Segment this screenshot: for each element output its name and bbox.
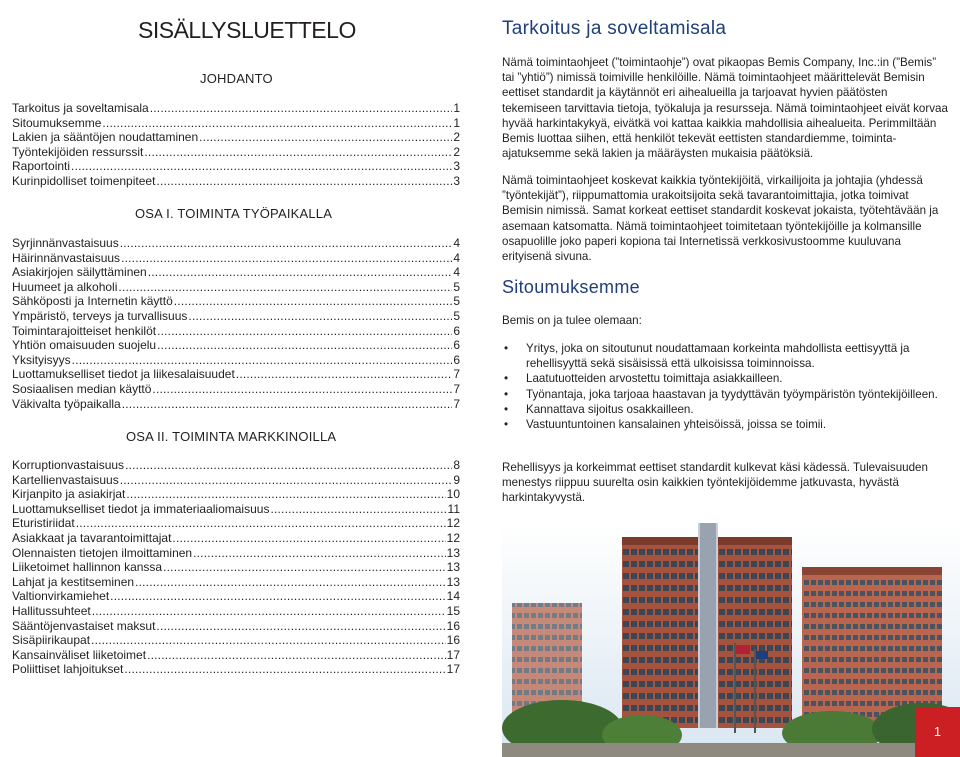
- toc-leader-dots: [92, 604, 446, 619]
- toc-entry-label: Raportointi: [12, 159, 71, 174]
- toc-entry[interactable]: [12, 174, 460, 189]
- toc-entry[interactable]: [12, 265, 460, 280]
- toc-entry[interactable]: [12, 546, 460, 561]
- toc-entry[interactable]: [12, 397, 460, 412]
- toc-entry-page: 9: [453, 472, 460, 487]
- toc-entry-page: 3: [453, 159, 460, 174]
- toc-entry[interactable]: [12, 338, 460, 353]
- toc-entry-page: 13: [446, 574, 460, 589]
- toc-entry-page: 5: [453, 279, 460, 294]
- toc-entry[interactable]: [12, 589, 460, 604]
- toc-entry-label: Yhtiön omaisuuden suojelu: [12, 338, 157, 353]
- toc-leader-dots: [102, 116, 452, 131]
- toc-leader-dots: [163, 560, 446, 575]
- toc-entry-page: 12: [446, 516, 460, 531]
- toc-entry-label: Työntekijöiden ressurssit: [12, 144, 144, 159]
- toc-entry[interactable]: [12, 159, 460, 174]
- toc-entry-label: Liiketoimet hallinnon kanssa: [12, 560, 163, 575]
- content-column: [502, 0, 960, 757]
- toc-entry-page: 10: [446, 487, 460, 502]
- toc-entry-page: 6: [453, 323, 460, 338]
- toc-entry-label: Asiakkaat ja tavarantoimittajat: [12, 530, 172, 545]
- toc-entry[interactable]: [12, 648, 460, 663]
- closing-paragraph: Rehellisyys ja korkeimmat eettiset standardit kulkevat käsi kädessä. Tulevaisuuden menestys riippuu suurelta osin kaikkien työntekijöidemme jatkuvasta, hyvästä harkintakyvystä.: [502, 461, 928, 505]
- toc-entry[interactable]: [12, 130, 460, 145]
- toc-leader-dots: [157, 324, 452, 339]
- toc-entry-page: 17: [446, 662, 460, 677]
- commitment-heading: Sitoumuksemme: [502, 277, 640, 297]
- toc-part2-heading: OSA II. TOIMINTA MARKKINOILLA: [126, 429, 337, 444]
- toc-entry[interactable]: [12, 575, 460, 590]
- toc-entry[interactable]: [12, 502, 460, 517]
- toc-entry[interactable]: [12, 236, 460, 251]
- toc-entry[interactable]: [12, 294, 460, 309]
- toc-entry-label: Olennaisten tietojen ilmoittaminen: [12, 545, 193, 560]
- table-of-contents: [12, 0, 460, 757]
- toc-leader-dots: [157, 338, 452, 353]
- toc-entry-page: 1: [453, 115, 460, 130]
- toc-part1-heading: OSA I. TOIMINTA TYÖPAIKALLA: [135, 206, 333, 221]
- toc-entry-label: Poliittiset lahjoitukset: [12, 662, 124, 677]
- bullet-item: • Kannattava sijoitus osakkailleen.: [504, 402, 694, 416]
- toc-entry-label: Luottamukselliset tiedot ja immateriaaliomaisuus: [12, 501, 270, 516]
- toc-leader-dots: [76, 516, 446, 531]
- toc-entry-label: Kansainväliset liiketoimet: [12, 647, 147, 662]
- toc-entry-page: 15: [446, 603, 460, 618]
- toc-entry-page: 6: [453, 352, 460, 367]
- toc-entry-label: Kurinpidolliset toimenpiteet: [12, 173, 156, 188]
- toc-entry[interactable]: [12, 353, 460, 368]
- toc-title: SISÄLLYSLUETTELO: [138, 17, 356, 43]
- toc-entry[interactable]: [12, 458, 460, 473]
- toc-leader-dots: [120, 236, 453, 251]
- toc-entry-label: Sosiaalisen median käyttö: [12, 381, 152, 396]
- toc-entry-page: 11: [447, 501, 460, 516]
- toc-leader-dots: [72, 353, 453, 368]
- toc-leader-dots: [125, 458, 452, 473]
- toc-entry[interactable]: [12, 116, 460, 131]
- toc-leader-dots: [118, 280, 452, 295]
- toc-leader-dots: [199, 130, 452, 145]
- toc-leader-dots: [193, 546, 446, 561]
- toc-leader-dots: [236, 367, 453, 382]
- toc-entry-page: 13: [446, 560, 460, 575]
- toc-leader-dots: [156, 174, 452, 189]
- scope-heading: Tarkoitus ja soveltamisala: [502, 18, 727, 39]
- toc-entry-page: 3: [453, 173, 460, 188]
- toc-leader-dots: [152, 382, 452, 397]
- toc-entry-page: 7: [453, 396, 460, 411]
- toc-leader-dots: [270, 502, 446, 517]
- bullet-item: • Laatutuotteiden arvostettu toimittaja asiakkailleen.: [504, 372, 783, 386]
- headquarters-building-photo: [502, 523, 960, 757]
- toc-leader-dots: [150, 101, 453, 116]
- toc-intro-heading: JOHDANTO: [200, 71, 273, 86]
- toc-entry-label: Korruptionvastaisuus: [12, 458, 125, 472]
- toc-entry-page: 5: [453, 294, 460, 309]
- commitment-bullets: [502, 341, 948, 432]
- bullet-glyph: •: [504, 402, 509, 416]
- toc-leader-dots: [124, 662, 445, 677]
- toc-leader-dots: [148, 265, 453, 280]
- toc-leader-dots: [120, 473, 453, 488]
- toc-leader-dots: [121, 251, 452, 266]
- toc-leader-dots: [147, 648, 446, 663]
- toc-entry-page: 8: [453, 458, 460, 472]
- toc-entry-label: Lahjat ja kestitseminen: [12, 574, 135, 589]
- toc-part1-list: [12, 236, 460, 411]
- toc-entry-page: 7: [453, 381, 460, 396]
- toc-entry-label: Eturistiriidat: [12, 516, 75, 531]
- toc-entry[interactable]: [12, 531, 460, 546]
- toc-entry-page: 16: [446, 618, 460, 633]
- bullet-item: • Vastuuntuntoinen kansalainen yhteisöissä, joissa se toimii.: [504, 418, 827, 432]
- toc-entry[interactable]: [12, 145, 460, 160]
- toc-entry-label: Sisäpiirikaupat: [12, 633, 91, 648]
- toc-leader-dots: [135, 575, 446, 590]
- toc-entry[interactable]: [12, 487, 460, 502]
- toc-entry[interactable]: [12, 633, 460, 648]
- toc-leader-dots: [188, 309, 452, 324]
- toc-entry[interactable]: [12, 662, 460, 677]
- bullet-glyph: •: [504, 418, 509, 432]
- toc-entry[interactable]: [12, 516, 460, 531]
- toc-leader-dots: [71, 159, 452, 174]
- toc-entry-page: 4: [453, 250, 460, 265]
- toc-intro-list: [12, 101, 460, 189]
- toc-entry[interactable]: [12, 619, 460, 634]
- toc-leader-dots: [110, 589, 445, 604]
- toc-entry-label: Lakien ja sääntöjen noudattaminen: [12, 130, 199, 145]
- toc-leader-dots: [91, 633, 446, 648]
- toc-entry-label: Kirjanpito ja asiakirjat: [12, 487, 126, 502]
- toc-entry-label: Sitoumuksemme: [12, 115, 102, 130]
- toc-entry[interactable]: [12, 367, 460, 382]
- bullet-item: • Yritys, joka on sitoutunut noudattamaan korkeinta mahdollista eettisyyttä ja rehellisyyttä sekä sisäisissä että ulkoisissa toiminnoissa.: [504, 342, 910, 371]
- bullet-item: • Työnantaja, joka tarjoaa haastavan ja tyydyttävän työympäristön työntekijöilleen.: [504, 387, 938, 401]
- toc-entry-label: Huumeet ja alkoholi: [12, 279, 118, 294]
- toc-entry-page: 1: [453, 101, 460, 115]
- bullet-glyph: •: [504, 342, 509, 355]
- toc-entry-label: Ympäristö, terveys ja turvallisuus: [12, 308, 188, 323]
- toc-entry[interactable]: [12, 101, 460, 116]
- toc-entry[interactable]: [12, 280, 460, 295]
- page-number: 1: [915, 707, 960, 757]
- scope-paragraph-2: Nämä toimintaohjeet koskevat kaikkia työntekijöitä, virkailijoita ja johtajia (yhdessä ”työntekijät”), riippumattomia urakoitsijoita sekä tavarantoimittajia, jotka toimivat Bemisin nimissä. Samat korkeat eettiset standardit koskevat jokaista, työtehtävään ja asemaan katsomatta. Nämä toimintaohjeet toimitetaan työntekijöille ja kolmansille osapuolille joko paperi kopiona tai Internetissä verkkosivustoomme kuuluvana erityisenä sivuna.: [502, 174, 939, 264]
- toc-entry[interactable]: [12, 382, 460, 397]
- toc-entry-label: Väkivalta työpaikalla: [12, 396, 121, 411]
- toc-leader-dots: [172, 531, 445, 546]
- toc-leader-dots: [126, 487, 445, 502]
- toc-entry-page: 2: [453, 144, 460, 159]
- toc-entry-label: Sähköposti ja Internetin käyttö: [12, 294, 173, 309]
- toc-entry[interactable]: [12, 473, 460, 488]
- toc-entry-page: 12: [446, 530, 460, 545]
- toc-entry-page: 13: [446, 545, 460, 560]
- toc-entry-page: 2: [453, 130, 460, 145]
- toc-leader-dots: [156, 619, 445, 634]
- toc-entry[interactable]: [12, 560, 460, 575]
- toc-entry-label: Kartellienvastaisuus: [12, 472, 119, 487]
- toc-entry-page: 14: [446, 589, 460, 604]
- toc-entry[interactable]: [12, 324, 460, 339]
- toc-entry-label: Asiakirjojen säilyttäminen: [12, 265, 147, 280]
- bullet-glyph: •: [504, 372, 509, 386]
- toc-entry-label: Sääntöjenvastaiset maksut: [12, 618, 156, 633]
- toc-entry-label: Tarkoitus ja soveltamisala: [12, 101, 149, 115]
- toc-leader-dots: [122, 397, 453, 412]
- toc-entry-page: 7: [453, 367, 460, 382]
- toc-entry-page: 16: [446, 633, 460, 648]
- commitment-intro: Bemis on ja tulee olemaan:: [502, 314, 642, 327]
- toc-entry-label: Hallitussuhteet: [12, 603, 91, 618]
- toc-entry[interactable]: [12, 251, 460, 266]
- toc-entry-page: 6: [453, 338, 460, 353]
- bullet-glyph: •: [504, 387, 509, 401]
- toc-entry-label: Yksityisyys: [12, 352, 71, 367]
- toc-leader-dots: [174, 294, 453, 309]
- toc-entry-label: Syrjinnänvastaisuus: [12, 236, 119, 250]
- toc-entry-label: Toimintarajoitteiset henkilöt: [12, 323, 157, 338]
- toc-leader-dots: [144, 145, 452, 160]
- toc-entry[interactable]: [12, 604, 460, 619]
- toc-entry-label: Valtionvirkamiehet: [12, 589, 110, 604]
- toc-entry[interactable]: [12, 309, 460, 324]
- toc-entry-page: 4: [453, 236, 460, 250]
- toc-entry-label: Luottamukselliset tiedot ja liikesalaisuudet: [12, 367, 235, 382]
- toc-entry-label: Häirinnänvastaisuus: [12, 250, 121, 265]
- toc-part2-list: [12, 458, 460, 677]
- scope-paragraph-1: Nämä toimintaohjeet (”toimintaohje”) ovat pikaopas Bemis Company, Inc.:in (”Bemis” tai ”yhtiö”) nimissä toimiville henkilöille. Nämä toimintaohjeet määrittelevät Bemisin eettiset standardit ja käytännöt eri aihealueilla ja tarjoavat hyvien päätösten tekemiseen tarvittavia tietoja, työkaluja ja resursseja. Nämä toimintaohjeet eivät korvaa hyvää harkintakykyä, eivätkä voi kattaa kaikkia mahdollisia aihealueita. Perimmiltään Bemis luottaa siihen, että henkilöt tekevät eettisten standardiemme, toiminta-ajatuksemme sekä lakien ja määräysten mukaisia päätöksiä.: [502, 56, 948, 161]
- toc-entry-page: 4: [453, 265, 460, 280]
- toc-entry-page: 17: [446, 647, 460, 662]
- toc-entry-page: 5: [453, 308, 460, 323]
